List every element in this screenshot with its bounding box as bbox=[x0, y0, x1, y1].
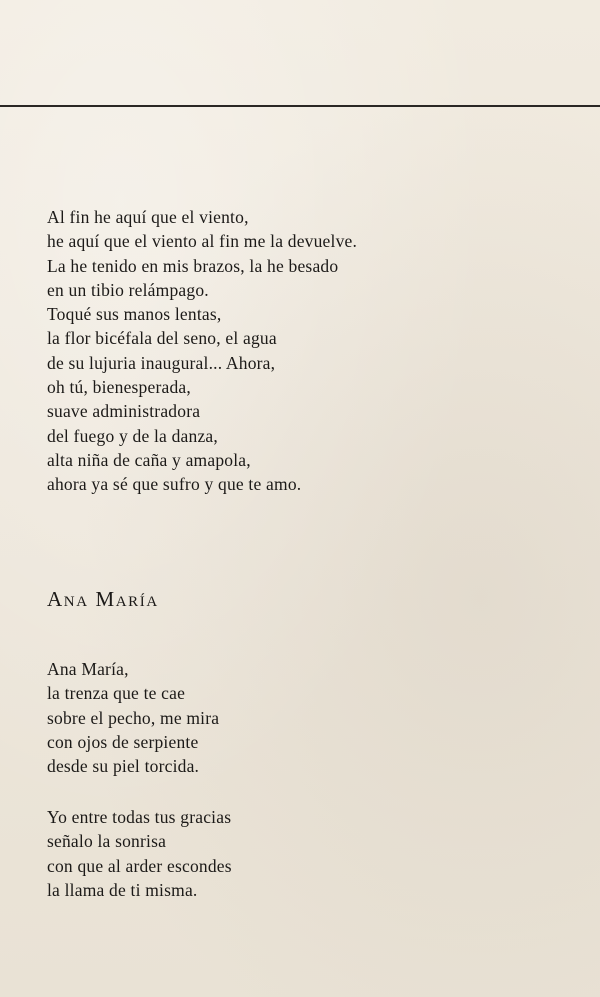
header-rule bbox=[0, 105, 600, 107]
poem-line: suave administradora bbox=[47, 401, 201, 422]
poem-line: la trenza que te cae bbox=[47, 683, 186, 704]
poem-line: del fuego y de la danza, bbox=[47, 425, 218, 446]
poem-line: de su lujuria inaugural... Ahora, bbox=[47, 352, 276, 373]
poem-line: Al fin he aquí que el viento, bbox=[47, 207, 249, 227]
poem-line: la llama de ti misma. bbox=[47, 879, 198, 900]
poem-line: con ojos de serpiente bbox=[47, 731, 199, 752]
poem-fragment-stanza bbox=[47, 205, 357, 497]
poem-title: Ana María bbox=[47, 587, 159, 611]
poem-line: ahora ya sé que sufro y que te amo. bbox=[47, 474, 302, 495]
poem-line: La he tenido en mis brazos, la he besado bbox=[47, 255, 339, 276]
poem-line: Toqué sus manos lentas, bbox=[47, 304, 222, 325]
poem-line: en un tibio relámpago. bbox=[47, 279, 209, 300]
poem-line: la flor bicéfala del seno, el agua bbox=[47, 328, 277, 349]
poem-line: con que al arder escondes bbox=[47, 855, 232, 876]
poem-line: oh tú, bienesperada, bbox=[47, 377, 191, 398]
poem-line: señalo la sonrisa bbox=[47, 831, 167, 852]
poem-line: alta niña de caña y amapola, bbox=[47, 449, 251, 470]
poem-line: Yo entre todas tus gracias bbox=[47, 807, 232, 827]
poem-stanza bbox=[47, 805, 232, 902]
poem-line: desde su piel torcida. bbox=[47, 756, 200, 777]
poem-line: he aquí que el viento al fin me la devuelve. bbox=[47, 231, 358, 252]
poem-line: Ana María, bbox=[47, 659, 129, 679]
poem-line: sobre el pecho, me mira bbox=[47, 707, 220, 728]
poem-stanza bbox=[47, 657, 219, 778]
